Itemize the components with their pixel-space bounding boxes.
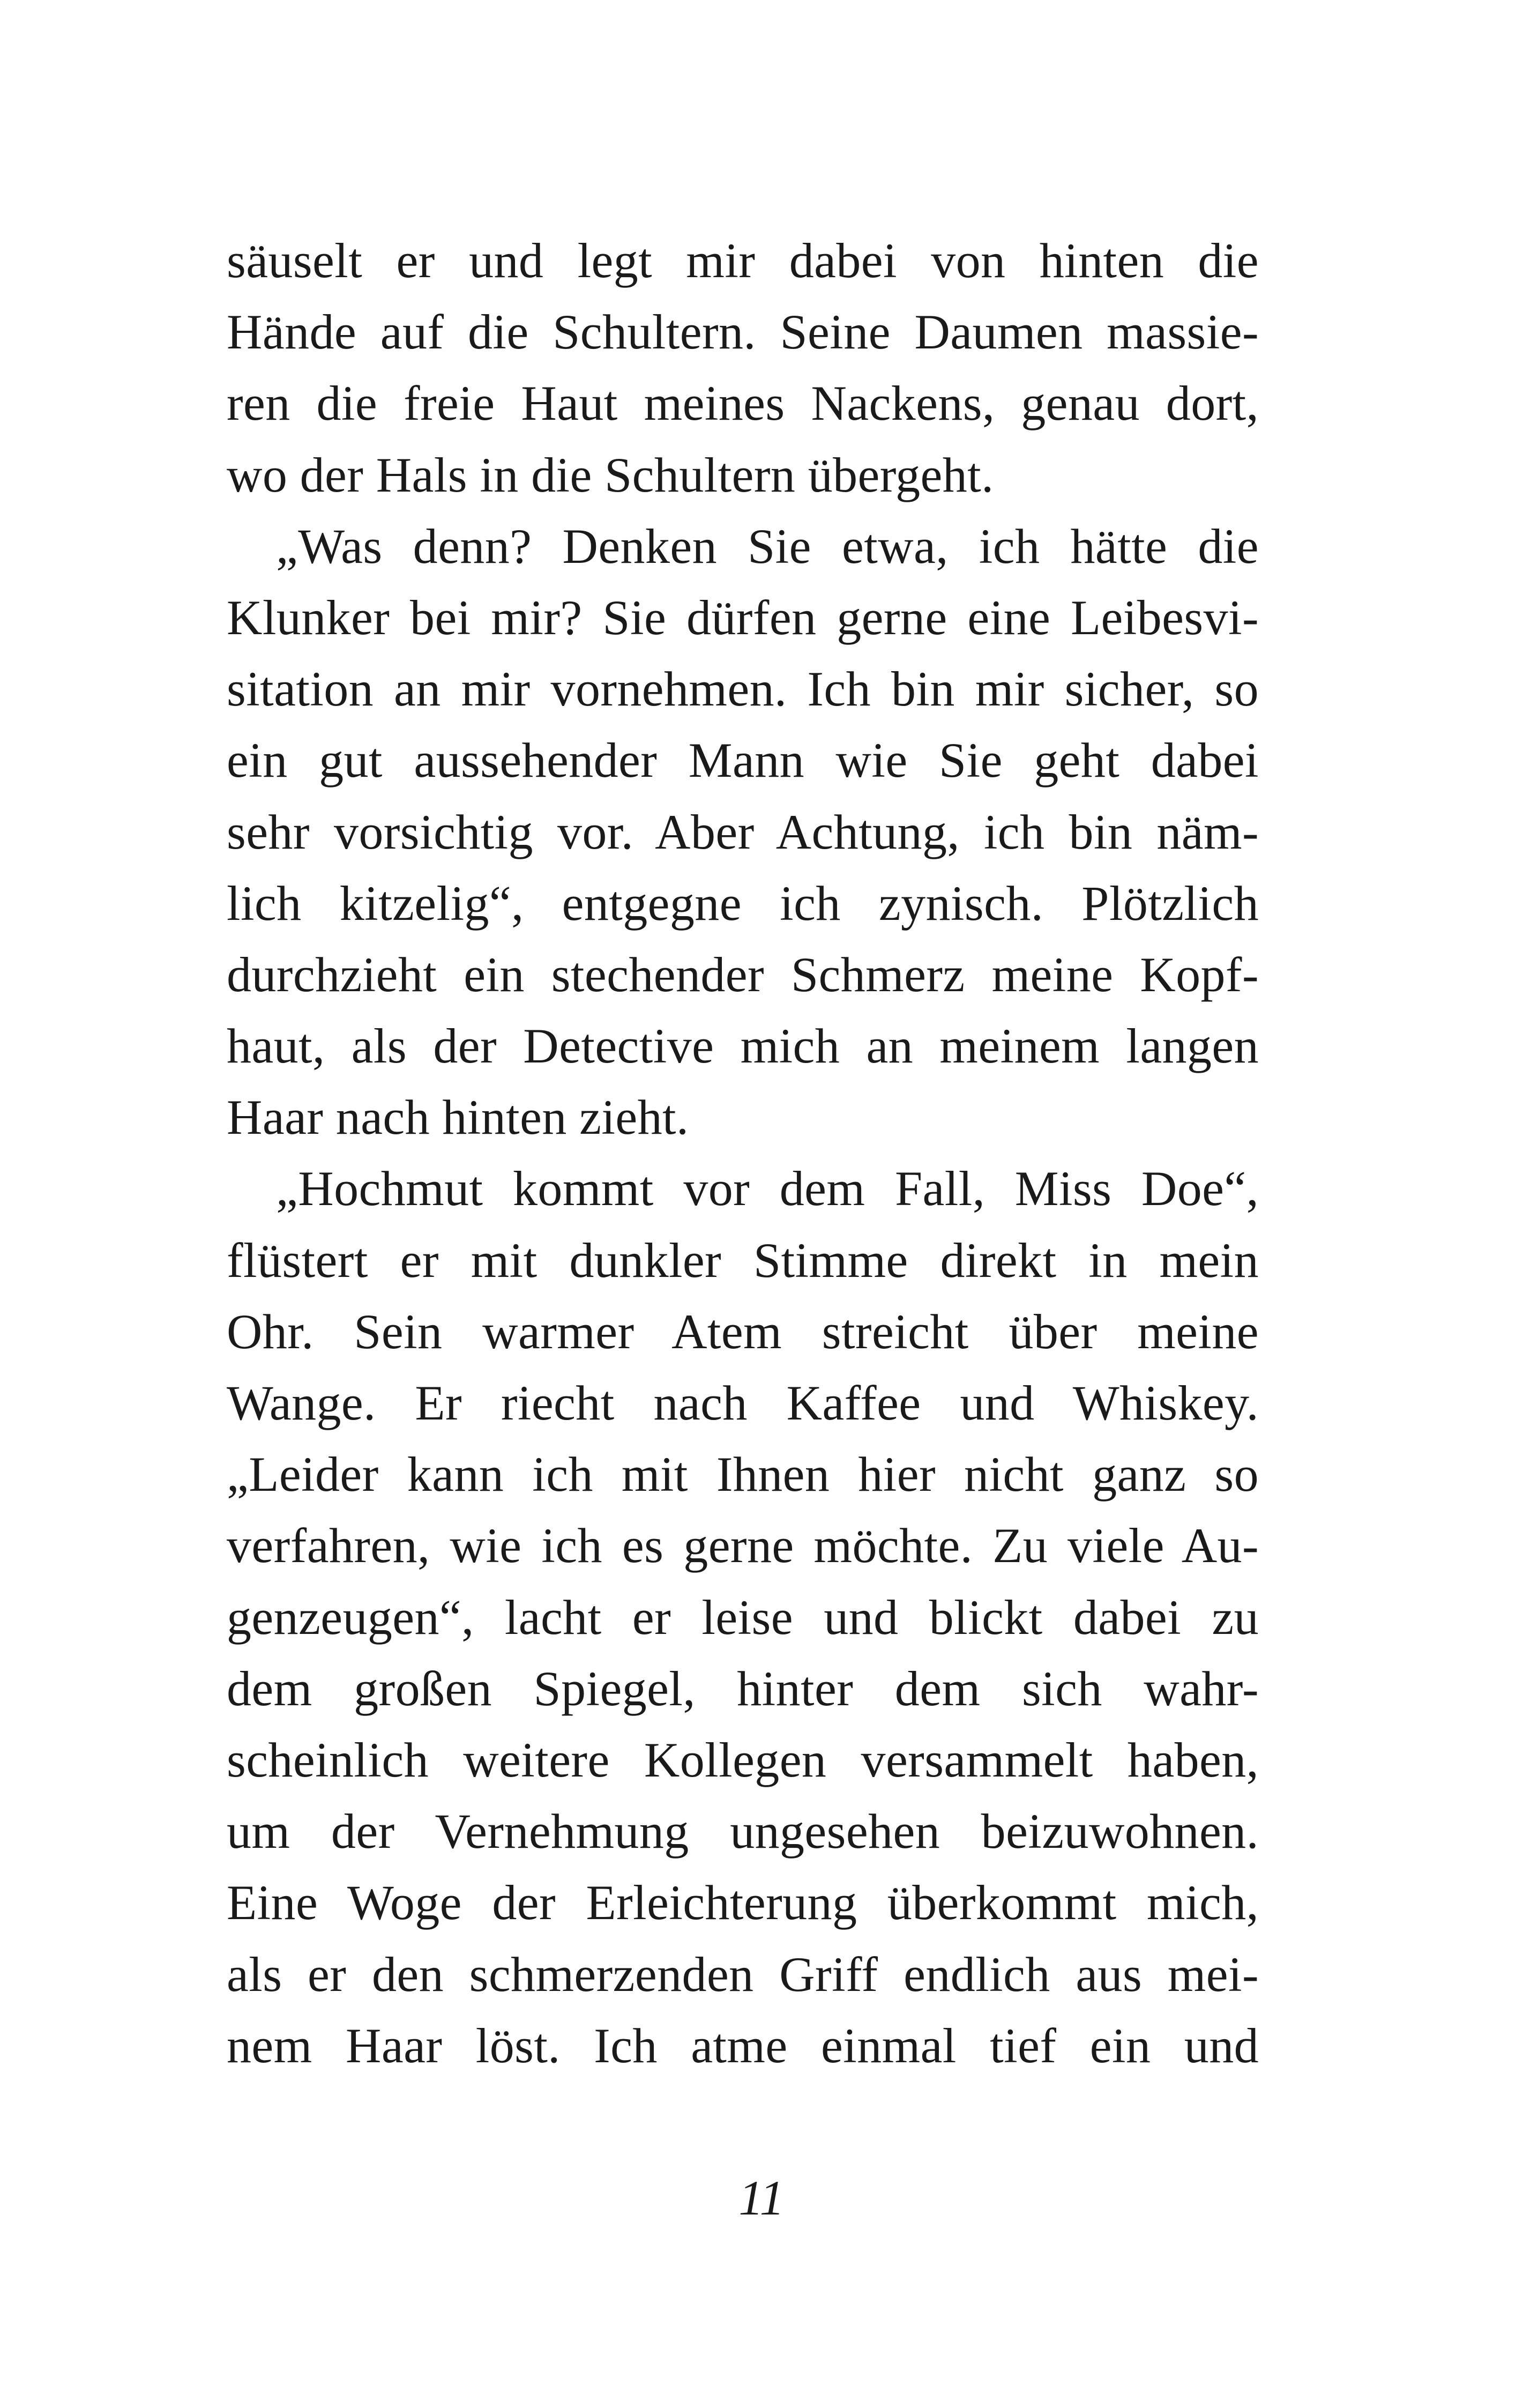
text-line: sitation an mir vornehmen. Ich bin mir sicher, so — [227, 662, 1259, 717]
text-line: nem Haar löst. Ich atme einmal tief ein und — [227, 2018, 1259, 2073]
text-line: um der Vernehmung ungesehen beizuwohnen. — [227, 1804, 1259, 1859]
text-line: sehr vorsichtig vor. Aber Achtung, ich bin näm- — [227, 804, 1259, 859]
text-line: als er den schmerzenden Griff endlich aus mei- — [227, 1946, 1259, 2002]
text-line: lich kitzelig“, entgegne ich zynisch. Plötzlich — [227, 875, 1259, 931]
page-number: 11 — [738, 2171, 785, 2225]
text-line: Haar nach hinten zieht. — [227, 1090, 689, 1145]
text-line: wo der Hals in die Schultern übergeht. — [227, 447, 994, 502]
text-line: „Was denn? Denken Sie etwa, ich hätte die — [276, 518, 1259, 574]
text-line: säuselt er und legt mir dabei von hinten die — [227, 233, 1259, 288]
text-line: haut, als der Detective mich an meinem langen — [227, 1019, 1259, 1074]
text-line: Wange. Er riecht nach Kaffee und Whiskey. — [227, 1376, 1259, 1430]
text-line: Hände auf die Schultern. Seine Daumen massie- — [227, 304, 1259, 360]
text-line: flüstert er mit dunkler Stimme direkt in mein — [227, 1232, 1259, 1288]
text-line: verfahren, wie ich es gerne möchte. Zu viele Au- — [227, 1518, 1259, 1573]
text-line: Klunker bei mir? Sie dürfen gerne eine Leibesvi- — [227, 590, 1259, 645]
text-line: Eine Woge der Erleichterung überkommt mich, — [227, 1875, 1259, 1930]
text-line: „Leider kann ich mit Ihnen hier nicht ganz so — [227, 1447, 1259, 1502]
text-line: Ohr. Sein warmer Atem streicht über meine — [227, 1304, 1259, 1359]
text-line: ein gut aussehender Mann wie Sie geht dabei — [227, 733, 1259, 788]
text-line: „Hochmut kommt vor dem Fall, Miss Doe“, — [276, 1161, 1259, 1216]
body-text — [227, 225, 1259, 2082]
text-line: genzeugen“, lacht er leise und blickt dabei zu — [227, 1589, 1259, 1645]
text-line: dem großen Spiegel, hinter dem sich wahr- — [227, 1661, 1259, 1716]
text-line: ren die freie Haut meines Nackens, genau dort, — [227, 376, 1259, 431]
text-line: durchzieht ein stechender Schmerz meine Kopf- — [227, 947, 1259, 1002]
text-line: scheinlich weitere Kollegen versammelt haben, — [227, 1732, 1259, 1787]
